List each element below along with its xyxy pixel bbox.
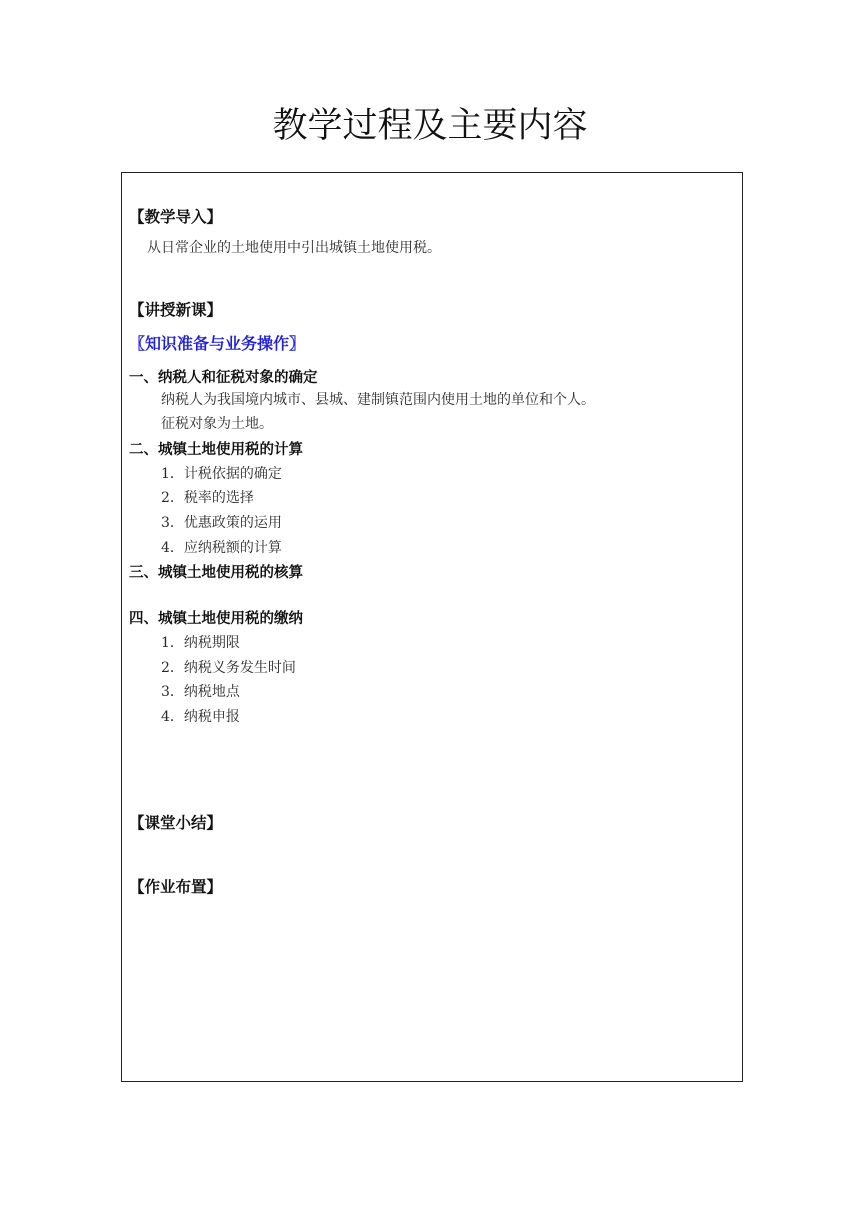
section-1-title: 一、纳税人和征税对象的确定 <box>129 370 318 386</box>
section-4-line-3: 3．纳税地点 <box>161 684 240 700</box>
intro-text: 从日常企业的土地使用中引出城镇土地使用税。 <box>147 240 441 256</box>
intro-heading: 【教学导入】 <box>129 208 223 226</box>
summary-heading: 【课堂小结】 <box>129 814 223 832</box>
homework-heading: 【作业布置】 <box>129 878 223 896</box>
section-2-line-4: 4．应纳税额的计算 <box>161 540 282 556</box>
section-1-line-2: 征税对象为土地。 <box>161 416 273 432</box>
section-2-line-3: 3．优惠政策的运用 <box>161 515 282 531</box>
section-2-title: 二、城镇土地使用税的计算 <box>129 442 303 458</box>
section-2-line-1: 1．计税依据的确定 <box>161 466 282 482</box>
section-3-title: 三、城镇土地使用税的核算 <box>129 565 303 581</box>
content-box <box>121 172 743 1082</box>
section-4-line-1: 1．纳税期限 <box>161 635 240 651</box>
page-title: 教学过程及主要内容 <box>272 106 588 146</box>
section-2-line-2: 2．税率的选择 <box>161 490 254 506</box>
section-4-title: 四、城镇土地使用税的缴纳 <box>129 611 303 627</box>
lecture-subheading: 〖知识准备与业务操作〗 <box>129 334 306 353</box>
section-4-line-4: 4．纳税申报 <box>161 709 240 725</box>
section-1-line-1: 纳税人为我国境内城市、县城、建制镇范围内使用土地的单位和个人。 <box>161 392 595 408</box>
section-4-line-2: 2．纳税义务发生时间 <box>161 660 296 676</box>
lecture-heading: 【讲授新课】 <box>129 301 223 319</box>
